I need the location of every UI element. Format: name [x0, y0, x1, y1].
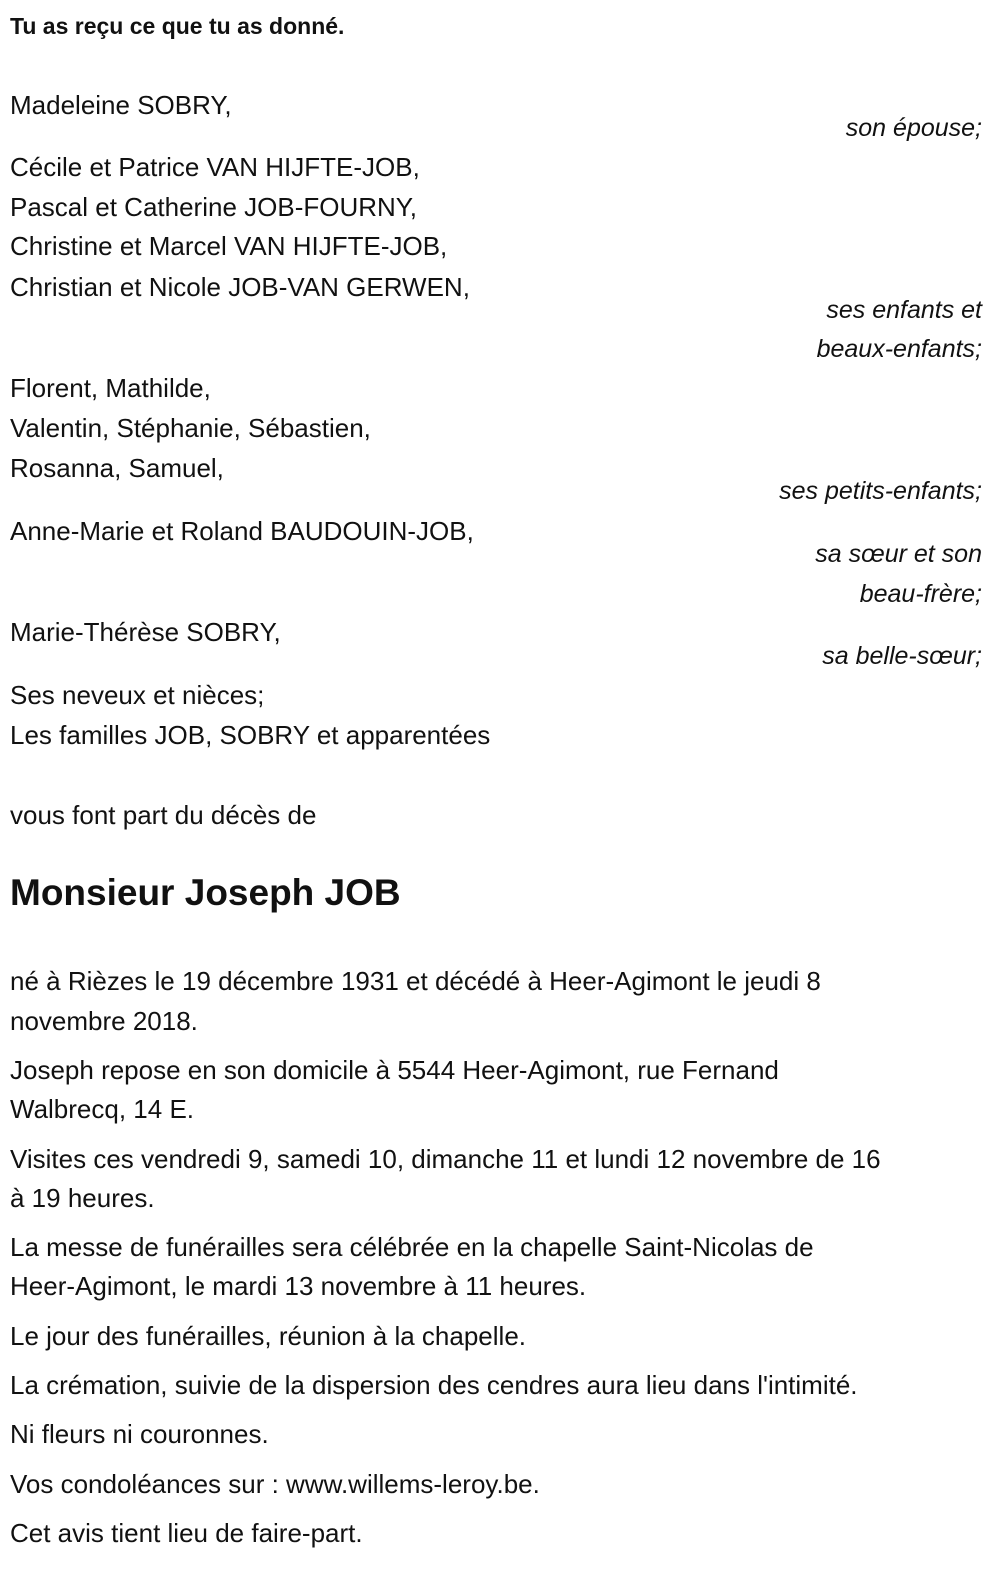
family-name: Valentin, Stéphanie, Sébastien, — [10, 413, 371, 443]
family-name: Anne-Marie et Roland BAUDOUIN-JOB, — [10, 516, 474, 546]
deceased-name: Monsieur Joseph JOB — [10, 872, 401, 913]
family-name: Christine et Marcel VAN HIJFTE-JOB, — [10, 231, 448, 261]
relation-label: son épouse; — [845, 114, 982, 142]
family-name: Christian et Nicole JOB-VAN GERWEN, — [10, 272, 470, 302]
family-name: Pascal et Catherine JOB-FOURNY, — [10, 192, 417, 222]
detail-line: Le jour des funérailles, réunion à la chapelle. — [10, 1321, 527, 1351]
detail-line: Heer-Agimont, le mardi 13 novembre à 11 heures. — [10, 1271, 587, 1301]
relation-label: beau-frère; — [859, 580, 982, 608]
detail-line: La crémation, suivie de la dispersion des cendres aura lieu dans l'intimité. — [10, 1370, 858, 1400]
announcement: vous font part du décès de — [10, 800, 317, 830]
condolences-line: Vos condoléances sur : www.willems-leroy.be. — [10, 1469, 540, 1499]
family-name: Ses neveux et nièces; — [10, 680, 265, 710]
detail-line: à 19 heures. — [10, 1183, 155, 1213]
detail-line: La messe de funérailles sera célébrée en la chapelle Saint-Nicolas de — [10, 1232, 814, 1262]
detail-line: novembre 2018. — [10, 1006, 198, 1036]
family-name: Rosanna, Samuel, — [10, 453, 224, 483]
motto: Tu as reçu ce que tu as donné. — [10, 13, 345, 39]
relation-label: sa sœur et son — [815, 540, 982, 568]
relation-label: ses enfants et — [826, 296, 982, 324]
relation-label: ses petits-enfants; — [779, 477, 982, 505]
detail-line: Cet avis tient lieu de faire-part. — [10, 1518, 363, 1548]
family-name: Madeleine SOBRY, — [10, 90, 232, 120]
family-name: Les familles JOB, SOBRY et apparentées — [10, 720, 491, 750]
family-name: Marie-Thérèse SOBRY, — [10, 617, 281, 647]
relation-label: sa belle-sœur; — [822, 642, 982, 670]
detail-line: Visites ces vendredi 9, samedi 10, dimanche 11 et lundi 12 novembre de 16 — [10, 1144, 881, 1174]
relation-label: beaux-enfants; — [816, 335, 982, 363]
family-name: Florent, Mathilde, — [10, 373, 211, 403]
detail-line: né à Rièzes le 19 décembre 1931 et décédé à Heer-Agimont le jeudi 8 — [10, 966, 821, 996]
family-name: Cécile et Patrice VAN HIJFTE-JOB, — [10, 152, 420, 182]
detail-line: Ni fleurs ni couronnes. — [10, 1419, 269, 1449]
detail-line: Walbrecq, 14 E. — [10, 1094, 195, 1124]
detail-line: Joseph repose en son domicile à 5544 Heer-Agimont, rue Fernand — [10, 1055, 779, 1085]
